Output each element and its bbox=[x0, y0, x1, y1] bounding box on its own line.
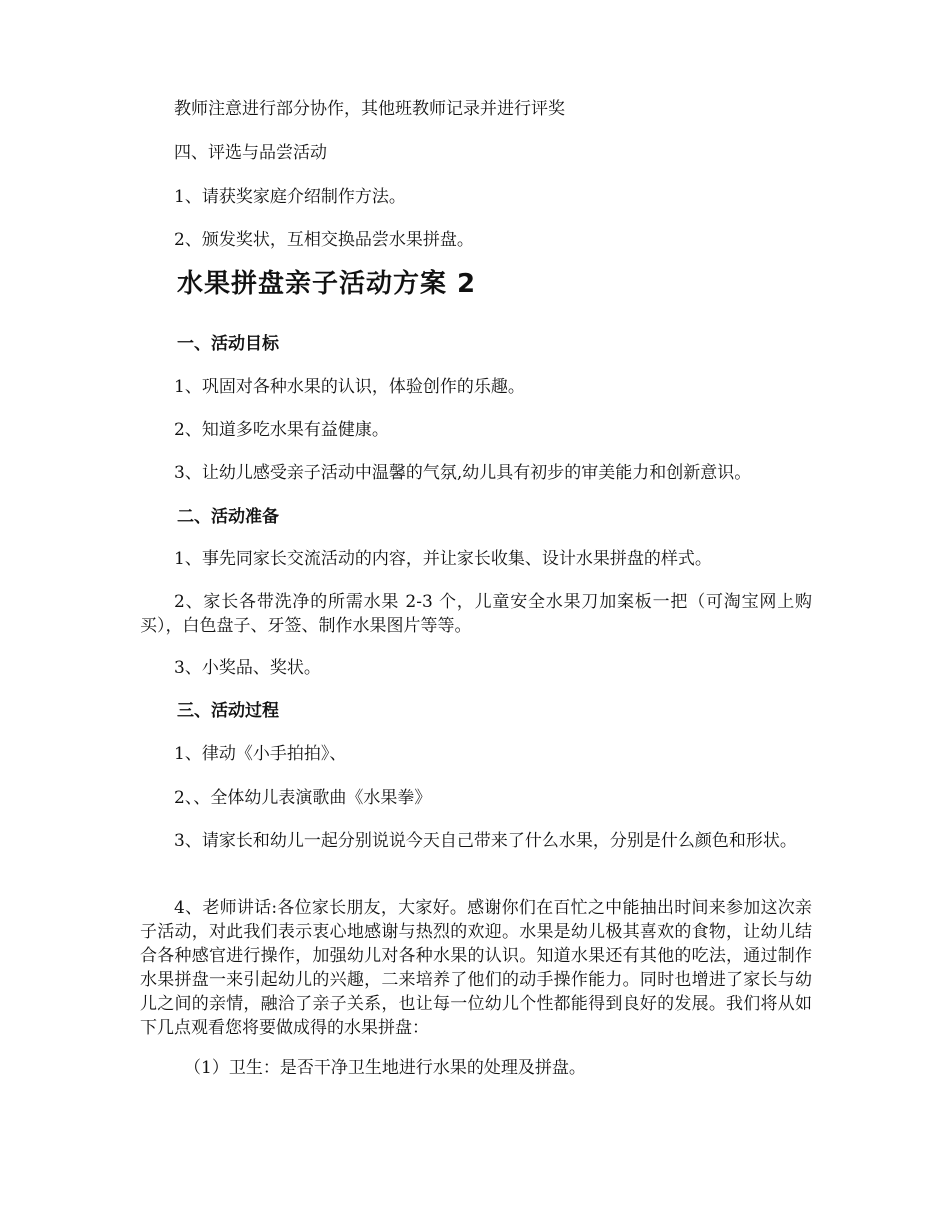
list-item: 4、老师讲话:各位家长朋友，大家好。感谢你们在百忙之中能抽出时间来参加这次亲子活动，对此我们表示衷心地感谢与热烈的欢迎。水果是幼儿极其喜欢的食物，让幼儿结合各种感官进行操作，加强幼儿对各种水果的认识。知道水果还有其他的吃法，通过制作水果拼盘一来引起幼儿的兴趣，二来培养了他们的动手操作能力。同时也增进了家长与幼儿之间的亲情，融洽了亲子关系，也让每一位幼儿个性都能得到良好的发展。我们将从如下几点观看您将要做成得的水果拼盘： bbox=[140, 898, 812, 1038]
document-title: 水果拼盘亲子活动方案 2 bbox=[177, 269, 477, 299]
list-item: 3、让幼儿感受亲子活动中温馨的气氛,幼儿具有初步的审美能力和创新意识。 bbox=[174, 463, 752, 483]
list-item: 3、小奖品、奖状。 bbox=[174, 658, 321, 678]
paragraph: 教师注意进行部分协作，其他班教师记录并进行评奖 bbox=[174, 99, 565, 119]
list-item: （1）卫生：是否干净卫生地进行水果的处理及拼盘。 bbox=[184, 1058, 586, 1078]
list-item: 2、家长各带洗净的所需水果 2-3 个，儿童安全水果刀加案板一把（可淘宝网上购买），白色盘子、牙签、制作水果图片等等。 bbox=[140, 592, 812, 636]
paragraph: 1、请获奖家庭介绍制作方法。 bbox=[174, 187, 406, 207]
list-item: 2、、全体幼儿表演歌曲《水果拳》 bbox=[174, 788, 432, 808]
list-item: 1、律动《小手拍拍》、 bbox=[174, 744, 347, 764]
list-item: 1、巩固对各种水果的认识，体验创作的乐趣。 bbox=[174, 377, 525, 397]
list-item: 3、请家长和幼儿一起分别说说今天自己带来了什么水果，分别是什么颜色和形状。 bbox=[174, 831, 797, 851]
section-heading: 二、活动准备 bbox=[177, 507, 279, 527]
paragraph: 2、颁发奖状，互相交换品尝水果拼盘。 bbox=[174, 230, 474, 250]
section-heading: 一、活动目标 bbox=[177, 334, 279, 354]
section-heading: 三、活动过程 bbox=[177, 701, 279, 721]
list-item: 1、事先同家长交流活动的内容，并让家长收集、设计水果拼盘的样式。 bbox=[174, 549, 712, 569]
paragraph: 四、评选与品尝活动 bbox=[174, 143, 327, 163]
list-item: 2、知道多吃水果有益健康。 bbox=[174, 420, 389, 440]
